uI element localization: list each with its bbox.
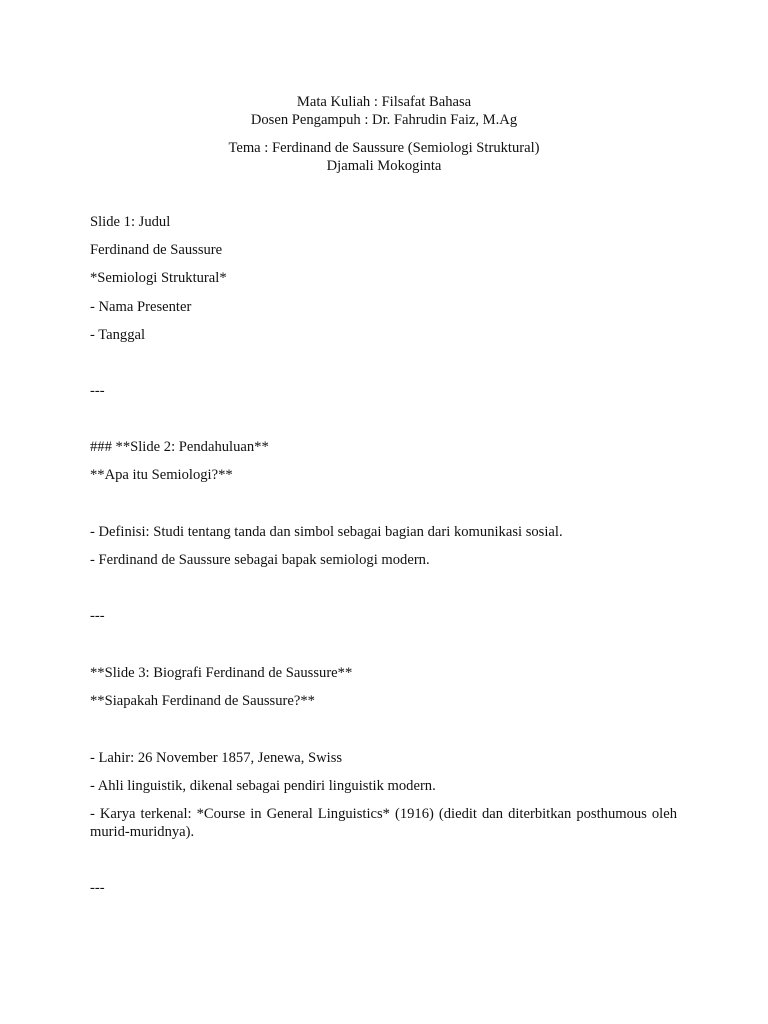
slide2-question: **Apa itu Semiologi?** [90, 467, 233, 483]
course-line: Mata Kuliah : Filsafat Bahasa [296, 94, 472, 110]
slide3-heading: **Slide 3: Biografi Ferdinand de Saussure** [90, 665, 353, 681]
separator: --- [90, 608, 105, 624]
lecturer-line: Dosen Pengampuh : Dr. Fahrudin Faiz, M.Ag [250, 112, 518, 128]
slide2-point: - Ferdinand de Saussure sebagai bapak semiologi modern. [90, 552, 430, 568]
slide2-point: - Definisi: Studi tentang tanda dan simbol sebagai bagian dari komunikasi sosial. [90, 524, 563, 540]
separator: --- [90, 383, 105, 399]
slide3-point: - Karya terkenal: *Course in General Linguistics* (1916) (diedit dan diterbitkan posthumous oleh murid-muridnya). [90, 806, 677, 840]
slide1-subtitle: *Semiologi Struktural* [90, 270, 227, 286]
theme-line: Tema : Ferdinand de Saussure (Semiologi Struktural) [228, 140, 540, 156]
slide1-title: Ferdinand de Saussure [90, 242, 223, 258]
slide3-point: - Lahir: 26 November 1857, Jenewa, Swiss [90, 750, 343, 766]
slide1-date: - Tanggal [90, 327, 146, 343]
slide3-point: - Ahli linguistik, dikenal sebagai pendiri linguistik modern. [90, 778, 436, 794]
slide3-question: **Siapakah Ferdinand de Saussure?** [90, 693, 315, 709]
slide1-presenter: - Nama Presenter [90, 299, 192, 315]
slide1-heading: Slide 1: Judul [90, 214, 171, 230]
slide2-heading: ### **Slide 2: Pendahuluan** [90, 439, 269, 455]
author-line: Djamali Mokoginta [326, 158, 442, 174]
separator: --- [90, 880, 105, 896]
